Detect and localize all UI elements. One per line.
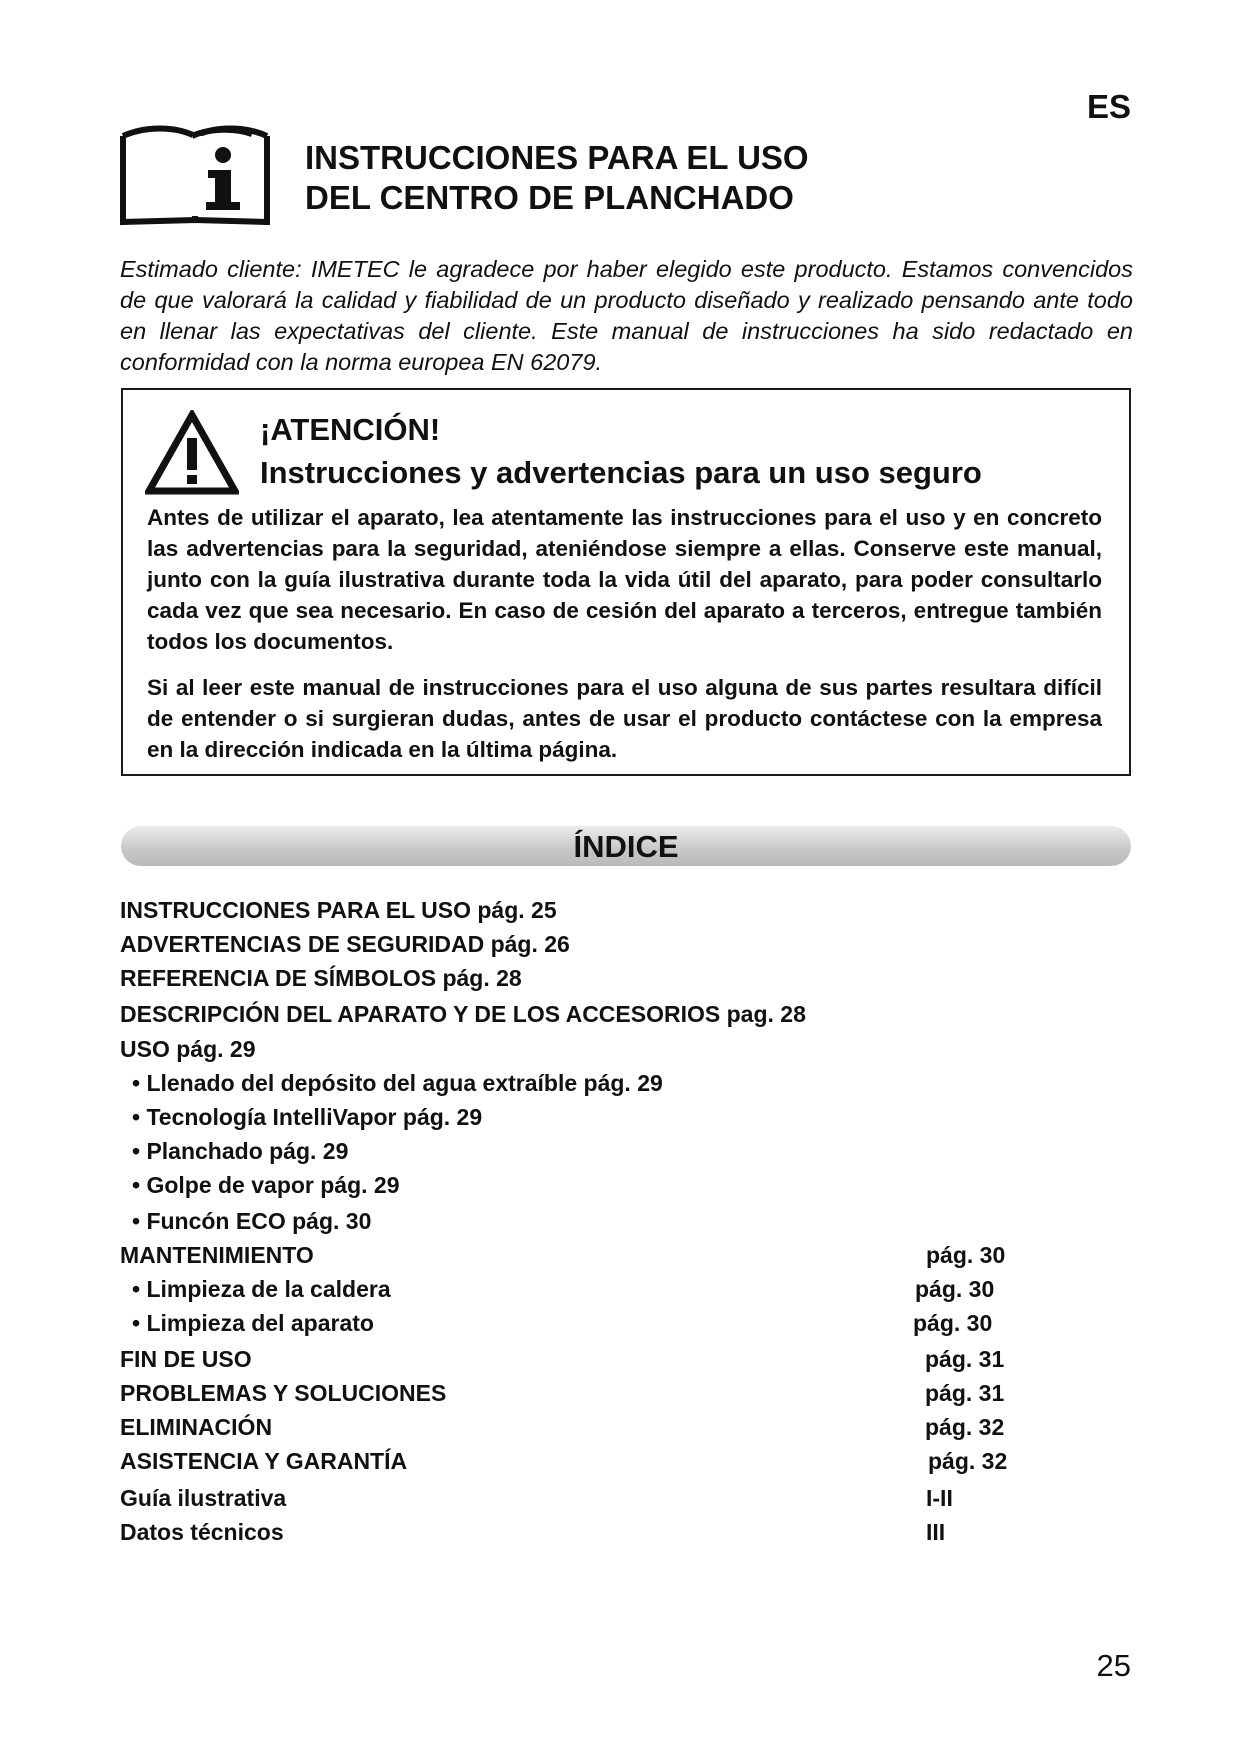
toc-item: • Golpe de vapor pág. 29 — [132, 1172, 400, 1198]
toc-item: ADVERTENCIAS DE SEGURIDAD pág. 26 — [120, 931, 570, 957]
warning-box — [121, 388, 1131, 776]
warning-triangle-icon — [145, 410, 239, 496]
toc-item: MANTENIMIENTO — [120, 1242, 314, 1268]
intro-paragraph: Estimado cliente: IMETEC le agradece por haber elegido este producto. Estamos convencidos de que valorará la calidad y fiabilidad de un producto diseñado y realizado pensando ante todo en llenar las expectativas del cliente. Este manual de instrucciones ha sido redactado en conformidad con la norma europea EN 62079. — [120, 256, 1133, 375]
toc-item: • Llenado del depósito del agua extraíble pág. 29 — [132, 1070, 663, 1096]
toc-item: ASISTENCIA Y GARANTÍA — [120, 1448, 408, 1474]
header — [120, 122, 1130, 234]
title-line-1: INSTRUCCIONES PARA EL USO — [305, 139, 809, 176]
info-book-icon — [120, 122, 270, 234]
toc-item: Guía ilustrativa — [120, 1485, 287, 1511]
toc-item: • Limpieza de la caldera — [132, 1276, 391, 1302]
title-line-2: DEL CENTRO DE PLANCHADO — [305, 179, 794, 216]
toc-item: USO pág. 29 — [120, 1036, 256, 1062]
toc-page-ref: pág. 30 — [915, 1276, 995, 1302]
toc-page-ref: pág. 30 — [926, 1242, 1006, 1268]
toc-item: • Tecnología IntelliVapor pág. 29 — [132, 1104, 483, 1130]
index-header-bar — [121, 826, 1131, 866]
toc-page-ref: pág. 32 — [928, 1448, 1008, 1474]
warning-title — [260, 408, 982, 494]
toc-item: • Limpieza del aparato — [132, 1310, 374, 1336]
toc-page-ref: pág. 31 — [925, 1380, 1005, 1406]
toc-page-ref: III — [926, 1519, 946, 1545]
warning-title-line-2: Instrucciones y advertencias para un uso seguro — [260, 455, 982, 490]
toc-item: DESCRIPCIÓN DEL APARATO Y DE LOS ACCESORIOS pag. 28 — [120, 1001, 806, 1027]
toc-item: PROBLEMAS Y SOLUCIONES — [120, 1380, 447, 1406]
language-code: ES — [1086, 88, 1131, 125]
page-number: 25 — [1096, 1648, 1131, 1683]
toc-page-ref: pág. 30 — [913, 1310, 993, 1336]
toc-item: INSTRUCCIONES PARA EL USO pág. 25 — [120, 897, 557, 923]
toc-item: • Planchado pág. 29 — [132, 1138, 349, 1164]
toc-item: • Funcón ECO pág. 30 — [132, 1208, 372, 1234]
warning-paragraph-1: Antes de utilizar el aparato, lea atentamente las instrucciones para el uso y en concreto las advertencias para la seguridad, ateniéndose siempre a ellas. Conserve este manual, junto con la guía ilustrativa durante toda la vida útil del aparato, para poder consultarlo cada vez que sea necesario. En caso de cesión del aparato a terceros, entregue también todos los documentos. — [147, 505, 1102, 654]
toc-item: REFERENCIA DE SÍMBOLOS pág. 28 — [120, 965, 522, 991]
toc-item: ELIMINACIÓN — [120, 1414, 273, 1440]
index-title: ÍNDICE — [573, 829, 679, 864]
toc-page-ref: pág. 31 — [925, 1346, 1005, 1372]
toc-item: FIN DE USO — [120, 1346, 252, 1372]
page-title — [305, 138, 809, 218]
warning-title-line-1: ¡ATENCIÓN! — [260, 412, 441, 447]
toc-page-ref: I-II — [926, 1485, 953, 1511]
warning-paragraph-2: Si al leer este manual de instrucciones para el uso alguna de sus partes resultara difícil de entender o si surgieran dudas, antes de usar el producto contáctese con la empresa en la dirección indicada en la última página. — [147, 675, 1102, 762]
toc-page-ref: pág. 32 — [925, 1414, 1005, 1440]
toc-item: Datos técnicos — [120, 1519, 284, 1545]
